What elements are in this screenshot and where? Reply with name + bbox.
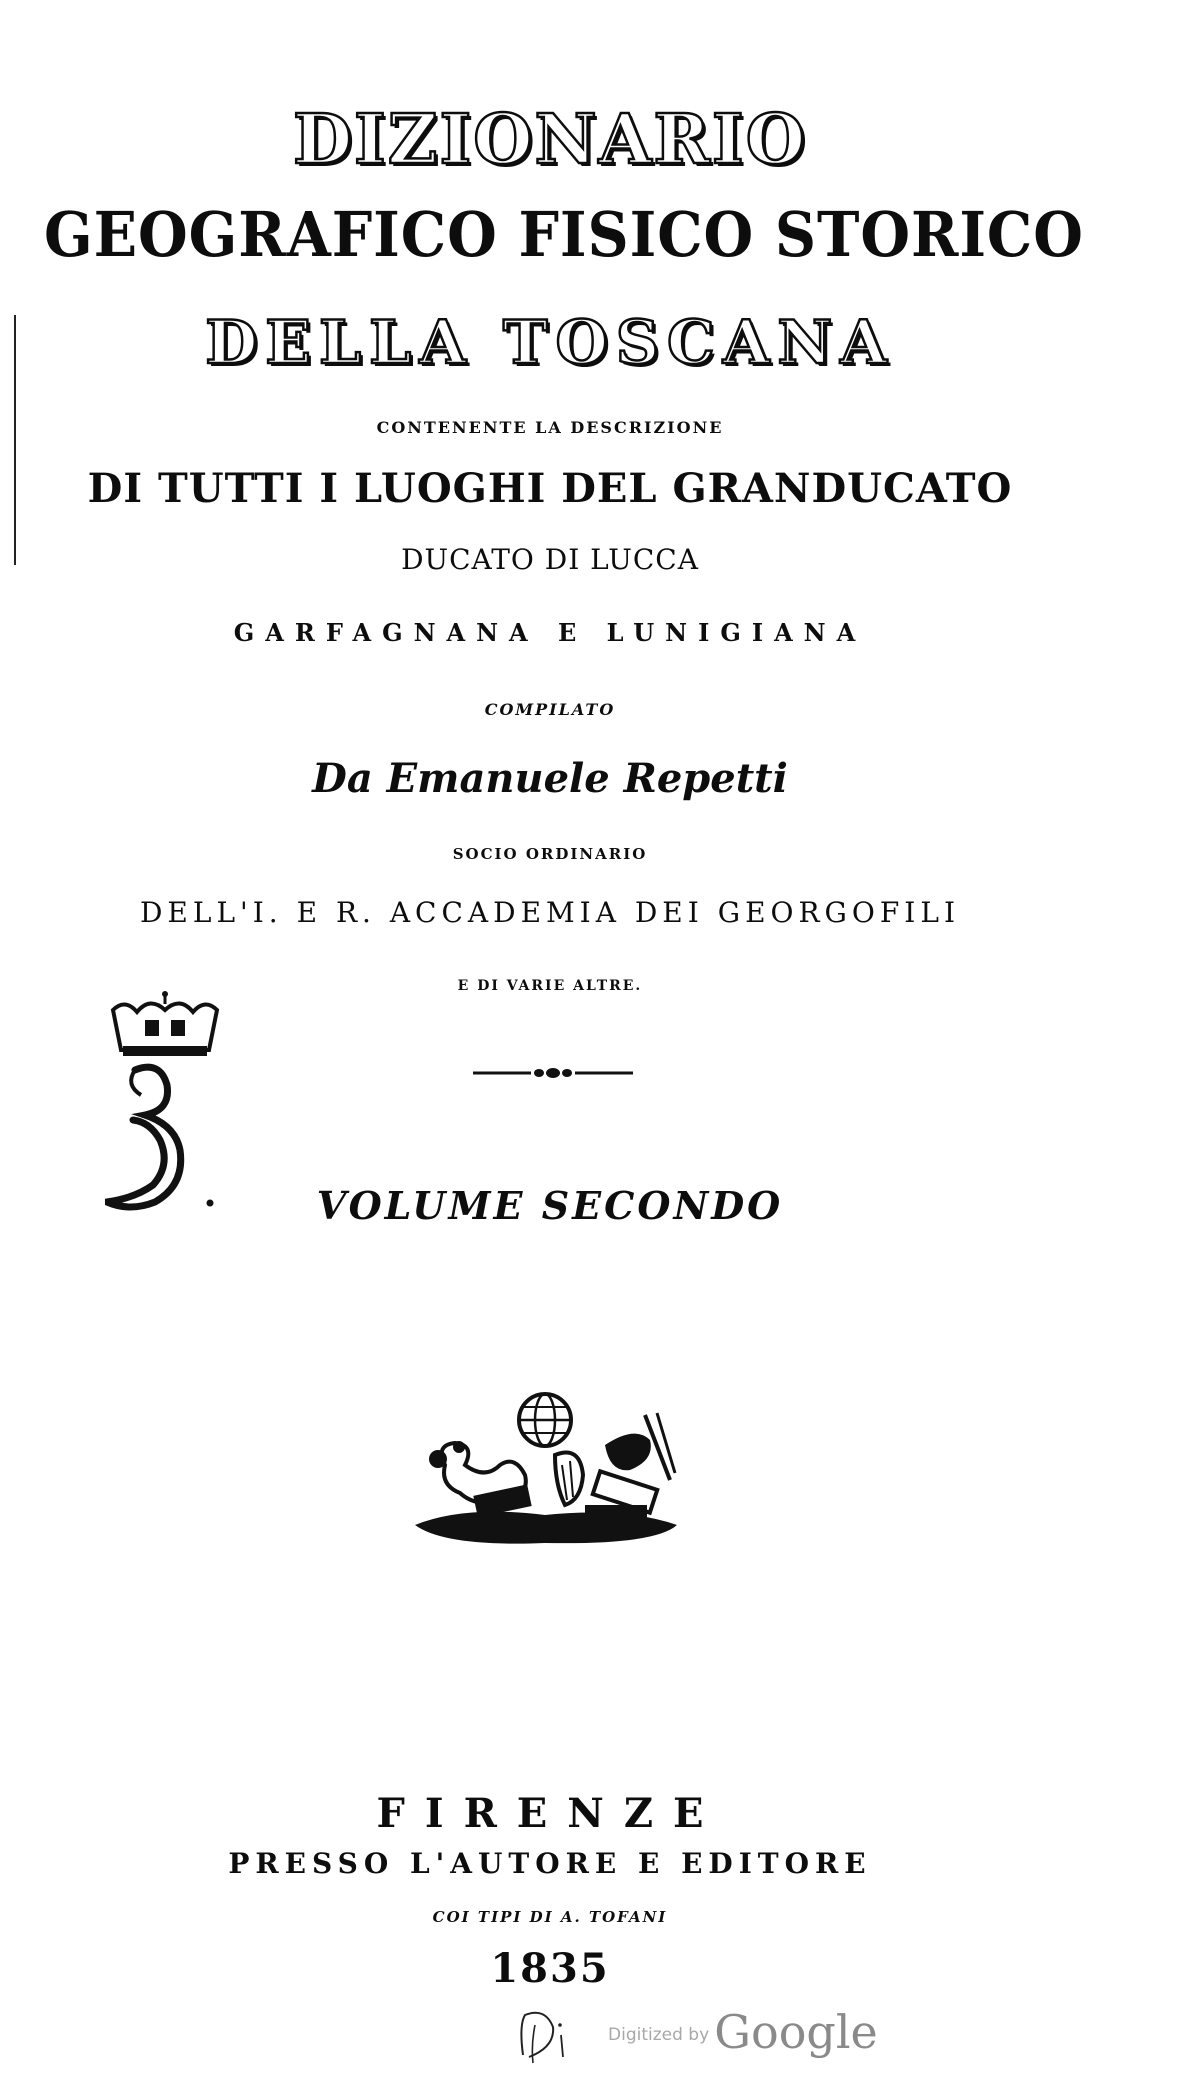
- ornamental-rule-icon: [473, 1063, 633, 1083]
- title-line-3: DELLA TOSCANA: [205, 308, 895, 378]
- imprint-publisher: PRESSO L'AUTORE E EDITORE: [228, 1847, 872, 1880]
- google-digitized-watermark: [608, 2005, 878, 2059]
- title-line-1: DIZIONARIO: [293, 100, 807, 180]
- author-role: SOCIO ORDINARIO: [452, 845, 648, 863]
- author-accademia: DELL'I. E R. ACCADEMIA DEI GEORGOFILI: [139, 896, 961, 929]
- subtitle-tutti: DI TUTTI I LUOGHI DEL GRANDUCATO: [87, 465, 1013, 512]
- handwritten-mark-icon: [515, 2005, 595, 2065]
- imprint-year: 1835: [490, 1945, 610, 1992]
- author-altre: E DI VARIE ALTRE.: [457, 978, 643, 994]
- title-line-2: GEOGRAFICO FISICO STORICO: [44, 198, 1084, 271]
- arts-and-sciences-vignette-icon: [405, 1385, 685, 1550]
- compilato-label: COMPILATO: [484, 700, 616, 719]
- author-name: Da Emanuele Repetti: [312, 755, 788, 802]
- subtitle-garfagnana: GARFAGNANA E LUNIGIANA: [233, 618, 867, 647]
- volume-label: VOLUME SECONDO: [316, 1183, 784, 1228]
- imprint-city: FIRENZE: [376, 1790, 724, 1837]
- watermark-digitized: Digitized by: [608, 2025, 710, 2045]
- imprint-printer: COI TIPI DI A. TOFANI: [432, 1908, 668, 1926]
- subtitle-lucca: DUCATO DI LUCCA: [401, 543, 699, 576]
- subtitle-contenente: CONTENENTE LA DESCRIZIONE: [376, 418, 724, 437]
- watermark-brand: Google: [714, 2005, 878, 2059]
